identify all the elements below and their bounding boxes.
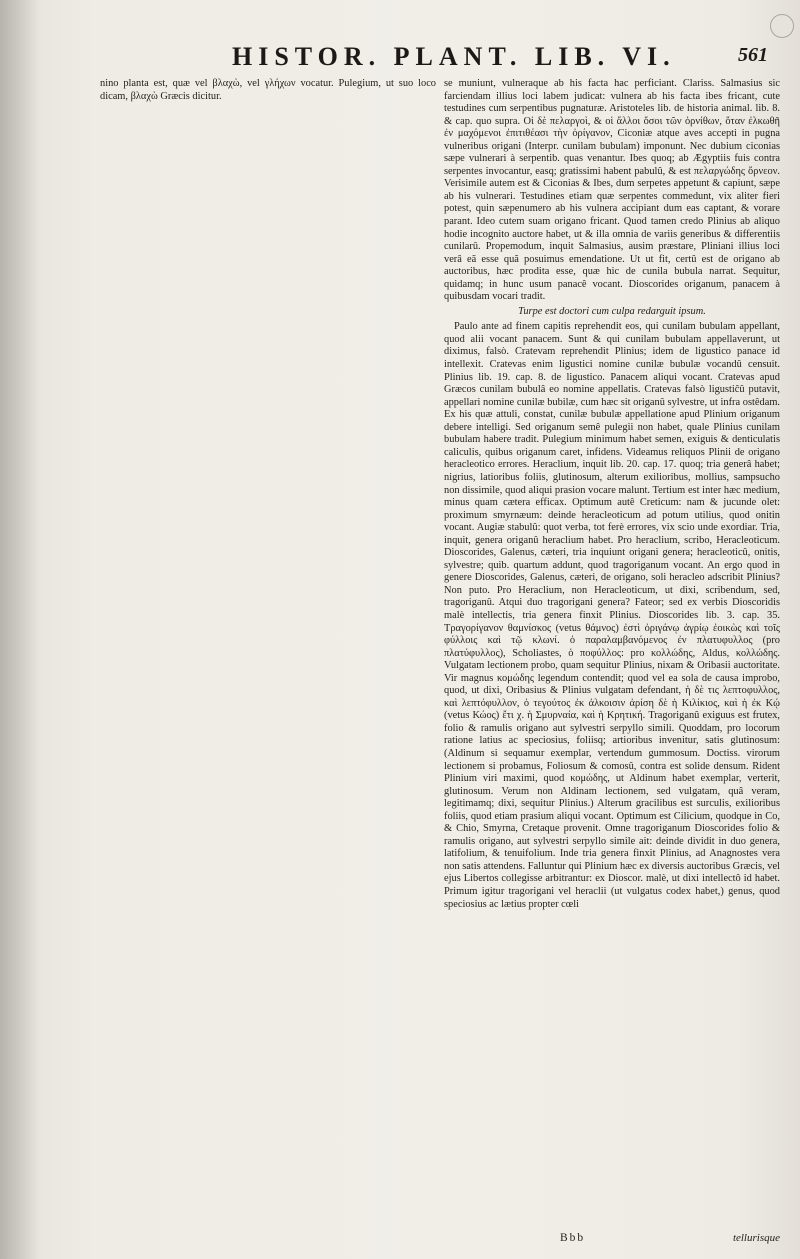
page-corner-mark <box>770 14 794 38</box>
signature-mark: Bbb <box>560 1232 586 1244</box>
left-column <box>100 78 436 103</box>
left-column-text: nino planta est, quæ vel βλαχὼ, vel γλήχων vocatur. Pulegium, ut suo loco dicam, βλαχὼ Græcis dicitur. <box>100 78 436 102</box>
catchword: tellurisque <box>732 1232 780 1244</box>
right-column-text-bottom: Paulo ante ad finem capitis reprehendit eos, qui cunilam bubulam appellant, quod alii vocant panacem. Sunt & qui cunilam bubulam appellaverunt, ut diximus, falsò. Cratevam reprehendit Plinius; idem de ligustico panace id intellexit. Cratevas enim ligustici nomine cunilæ bubulæ vocandû censuit. Plinius lib. 19. cap. 8. de ligustico. Panacem aliqui vocant. Cratevas apud Græcos cunilam bubulâ eo nomine appellatis. Cratevas falsò ligustiĉû putavit, appellari nomine cunilæ bubilæ, cum hæc sit origanû sylvestre, ut infra ostêdam. Ex his quæ attuli, constat, cunilæ bubulæ appellatione apud Plinium origanum debere intelligi. Sed origanum semê pulegii non habet, quale Plinius cunilam bubulam habere tradit. Pulegium minimum habet semen, exiguis & denticulatis caliculis, quibus origanum caret, infidens. Videamus reliquos Plinii de origano heracleotico errores. Heraclium, inquit lib. 20. cap. 17. quoq; tria generâ habet; nigrius, latioribus foliis, glutinosum, alterum exilioribus, mollius, sampsucho non dissimile, quod aliqui prasion vocare malunt. Tertium est inter hæc medium, minus quam cætera efficax. Optimum autê Creticum: nam & jucunde olet: proximum smyrnæum: deinde heracleoticum ad potum utilius, quod onitin vocant. Augiæ stabulû: quot verba, tot ferè errores, vix scio unde exordiar. Tria, inquit, genera origanû heraclium habet. Pro heraclium, scribo, Heracleoticum. Dioscorides, Galenus, cæteri, tria inquiunt origani genera; heracleoticû, onitis, sylvestre; quib. quartum addunt, quod tragoriganum vocant. An ergo quod in genere Dioscorides, Galenus, cæteri, de origano, soli heracleo adscribit Plinius? Non puto. Pro Heraclium, non Heracleoticum, ut dixi, scribendum, sed, tragoriganû. Atqui duo tragorigani genera? Fateor; sed ex verbis Dioscoridis malè intellectis, tria genera finxit Plinius. Dioscorides lib. 3. cap. 35. Τραγορίγανον θαμνίσκος (vetus θάμνος) ἐστὶ ὀριγάνῳ ἀγρίῳ ἐοικὼς καὶ τοῖς φύλλοις καὶ τῷ κλωνί. ὁ παραλαμβανόμενος ἐν πλατυφυλλος (pro πλατύφυλλος), Scholiastes, ὁ ποφύλλος: pro κολλώδης, Aldus, κολλώδης. Vulgatam lectionem probo, quam sequitur Plinius, nixam & Oribasii auctoritate. Vir magnus κομώδης legendum contendit; quod vel ea sola de causa improbo, quod, ut dixi, Oribasius & Plinius vulgatam defendant, ἡ δὲ τις λεπτοφυλλος, καὶ λεπτόφυλλον, ὁ τεγούτος ἐκ ἀλκοισιν ἀρίση δὲ ἡ Κιλίκιος, καὶ ἡ ἐκ Κῴ (vetus Κώος) ἔτι χ. ἡ Σμυρναία, καὶ ἡ Κρητική. Tragoriganû exiguus est frutex, folio & ramulis origano aut sylvestri serpyllo simili. Quoddam, pro locorum ratione latius ac speciosius, foliisq; artioribus invenitur, satis glutinosum: (Aldinum si sequamur exemplar, vertendum gummosum. Doctiss. virorum lectionem si probamus, Foliosum & comosû, contra est solide densum. Rident Plinium viri maximi, quod κομώδης, ut Aldinum habet exemplar, verterit, glutinosum. Verum non Aldinam lectionem, sed vulgatam, quâ veram, legitimamq; dixi, sequitur Plinius.) Alterum gracilibus est surculis, exilioribus foliis, quod etiam prasium aliqui vocant. Optimum est Cilicium, quodque in Co, & Chio, Smyrna, Cretaque provenit. Omne tragoriganum Dioscorides folio & ramulis origano, aut sylvestri serpyllo simile ait: deinde dividit in duo genera, latifolium, & tenuifolium. Inde tria genera finxit Plinius, ad Anagnostes vera non satis attendens. Falluntur qui Plinium hæc ex diversis auctoribus Græcis, vel ejus Libertos collegisse arbitrantur: ex Dioscor. malè, ut dixi intellectô id habet. Primum igitur tragorigani vel heraclii (ut vulgatus codex habet,) genus, quod speciosius ac lætius propter cœli <box>444 321 780 910</box>
right-column-heading: Turpe est doctori cum culpa redarguit ipsum. <box>518 305 706 317</box>
running-title: HISTOR. PLANT. LIB. VI. <box>232 42 676 71</box>
page-number: 561 <box>738 44 768 66</box>
right-column-text-top: se muniunt, vulneraque ab his facta hac perficiant. Clariss. Salmasius sic farciendam illius loci labem judicat: vulnera ab his facta ibes fricant, cute testudines cum serpentibus pugnaturæ. Aristoteles lib. de historia animal. lib. 8. & cap. quo supra. Οἱ δὲ πελαργοὶ, & οἱ ἄλλοι ὅσοι τῶν ὀρνίθων, ὅταν ἐλκωθῆ ἐν μαχόμενοι ἐπιτιθέασι τὴν ὀρίγανον, Ciconiæ atque aves accepti in pugna vulneribus origani (Interpr. cunilam bubulam) imponunt. Nec dubium ciconias sæpe vulnerari à serpentib. quas venantur. Ibes quoq; ab Ægyptiis fuis contra serpentes invocantur, easq; gratissimi habent pabulû, & est πελαργώδης ὄρνεον. Verisimile autem est & Ciconias & Ibes, dum serpetes appetunt & capiunt, sæpe ab his vulnerari. Testudines etiam quæ serpentes commedunt, vix aliter fieri potest, quin sæpenumero ab his vulnera accipiant dum eas captant, & vorare parant. Ideo cutem suam origano fricant. Quod tamen credo Plinius ab aliquo hodie incognito auctore habet, ut & illa omnia de variis generibus & differentiis cunilarû. Propemodum, inquit Salmasius, ausim præstare, Pliniani illius loci verâ eã esse quã posuimus emendatione. Ut ut fit, certû est de origano ab auctoribus, hæc prodita esse, quæ hic de cunila bubula narrat. Sequitur, quidamq; in hunc usum panacê vocant. Dioscorides origanum, panacem à quibusdam vocari tradit. <box>444 78 780 303</box>
right-column <box>444 78 780 911</box>
page-footer <box>444 1232 780 1246</box>
gutter-shadow <box>0 0 40 1259</box>
page-header <box>0 42 800 72</box>
